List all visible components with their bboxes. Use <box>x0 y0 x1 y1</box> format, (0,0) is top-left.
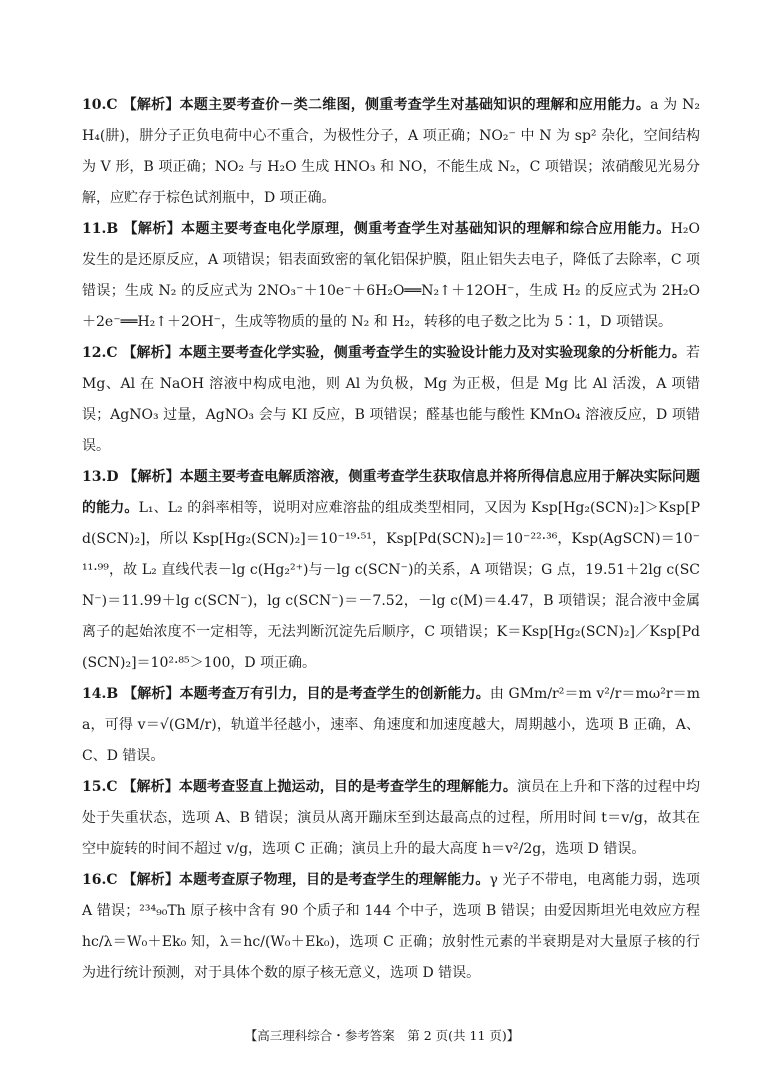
answer-heading: 12.C 【解析】本题主要考查化学实验，侧重考查学生的实验设计能力及对实验现象的分析能力。 <box>82 345 686 361</box>
answer-body: γ 光子不带电，电离能力弱，选项 A 错误；²³⁴₉₀Th 原子核中含有 90 个质子和 144 个中子，选项 B 错误；由爱因斯坦光电效应方程 hc/λ＝W₀＋Ek₀ 知，λ＝hc/(W₀＋Ek₀)，选项 C 正确；放射性元素的半衰期是对大量原子核的行为进行统计预测，对于具体个数的原子核无意义，选项 D 错误。 <box>82 872 700 981</box>
answer-body: 若 Mg、Al 在 NaOH 溶液中构成电池，则 Al 为负极，Mg 为正极，但是 Mg 比 Al 活泼，A 项错误；AgNO₃ 过量，AgNO₃ 会与 KI 反应，B 项错误；醛基也能与酸性 KMnO₄ 溶液反应，D 项错误。 <box>82 345 700 454</box>
answer-item-16 <box>82 865 700 989</box>
answer-heading: 10.C 【解析】本题主要考查价－类二维图，侧重考查学生对基础知识的理解和应用能力。 <box>82 97 651 113</box>
answer-item-15 <box>82 772 700 865</box>
answer-item-14 <box>82 679 700 772</box>
answer-list <box>82 90 700 989</box>
answer-heading: 14.B 【解析】本题考查万有引力，目的是考查学生的创新能力。 <box>82 686 490 702</box>
answer-heading: 15.C 【解析】本题考查竖直上抛运动，目的是考查学生的理解能力。 <box>82 779 517 795</box>
answer-heading: 11.B 【解析】本题主要考查电化学原理，侧重考查学生对基础知识的理解和综合应用能力。 <box>82 221 671 237</box>
answer-item-10 <box>82 90 700 214</box>
answer-body: a 为 N₂H₄(肼)，肼分子正负电荷中心不重合，为极性分子，A 项正确；NO₂⁻ 中 N 为 sp² 杂化，空间结构为 V 形，B 项正确；NO₂ 与 H₂O 生成 HNO₃ 和 NO，不能生成 N₂，C 项错误；浓硝酸见光易分解，应贮存于棕色试剂瓶中，D 项正确。 <box>82 97 701 206</box>
answer-item-12 <box>82 338 700 462</box>
answer-heading: 13.D 【解析】本题主要考查电解质溶液，侧重考查学生获取信息并将所得信息应用于解决实际问题的能力。 <box>82 469 700 516</box>
answer-body: L₁、L₂ 的斜率相等，说明对应难溶盐的组成类型相同，又因为 Ksp[Hg₂(SCN)₂]＞Ksp[Pd(SCN)₂]，所以 Ksp[Hg₂(SCN)₂]＝10⁻¹⁹·⁵¹，Ksp[Pd(SCN)₂]＝10⁻²²·³⁶，Ksp(AgSCN)＝10⁻¹¹·⁹⁹，故 L₂ 直线代表－lg c(Hg₂²⁺)与－lg c(SCN⁻)的关系，A 项错误；G 点，19.51＋2lg c(SCN⁻)＝11.99＋lg c(SCN⁻)，lg c(SCN⁻)＝－7.52，－lg c(M)＝4.47，B 项错误；混合液中金属离子的起始浓度不一定相等，无法判断沉淀先后顺序，C 项错误；K＝Ksp[Hg₂(SCN)₂]／Ksp[Pd(SCN)₂]＝10²·⁸⁵＞100，D 项正确。 <box>82 500 701 671</box>
answer-body: 演员在上升和下落的过程中均处于失重状态，选项 A、B 错误；演员从离开蹦床至到达最高点的过程，所用时间 t＝v/g，故其在空中旋转的时间不超过 v/g，选项 C 正确；演员上升的最大高度 h＝v²/2g，选项 D 错误。 <box>82 779 700 857</box>
answer-heading: 16.C 【解析】本题考查原子物理，目的是考查学生的理解能力。 <box>82 872 490 888</box>
answer-body: H₂O 发生的是还原反应，A 项错误；铝表面致密的氧化铝保护膜，阻止铝失去电子，降低了去除率，C 项错误；生成 N₂ 的反应式为 2NO₃⁻＋10e⁻＋6H₂O══N₂↑＋12OH⁻，生成 H₂ 的反应式为 2H₂O＋2e⁻══H₂↑＋2OH⁻，生成等物质的量的 N₂ 和 H₂，转移的电子数之比为 5∶1，D 项错误。 <box>82 221 700 330</box>
answer-item-11 <box>82 214 700 338</box>
answer-body: 由 GMm/r²＝m v²/r＝mω²r＝ma，可得 v＝√(GM/r)，轨道半径越小，速率、角速度和加速度越大，周期越小，选项 B 正确，A、C、D 错误。 <box>82 686 701 764</box>
page-footer: 【高三理科综合・参考答案 第 2 页(共 11 页)】 <box>244 1028 520 1043</box>
answer-item-13 <box>82 462 700 679</box>
